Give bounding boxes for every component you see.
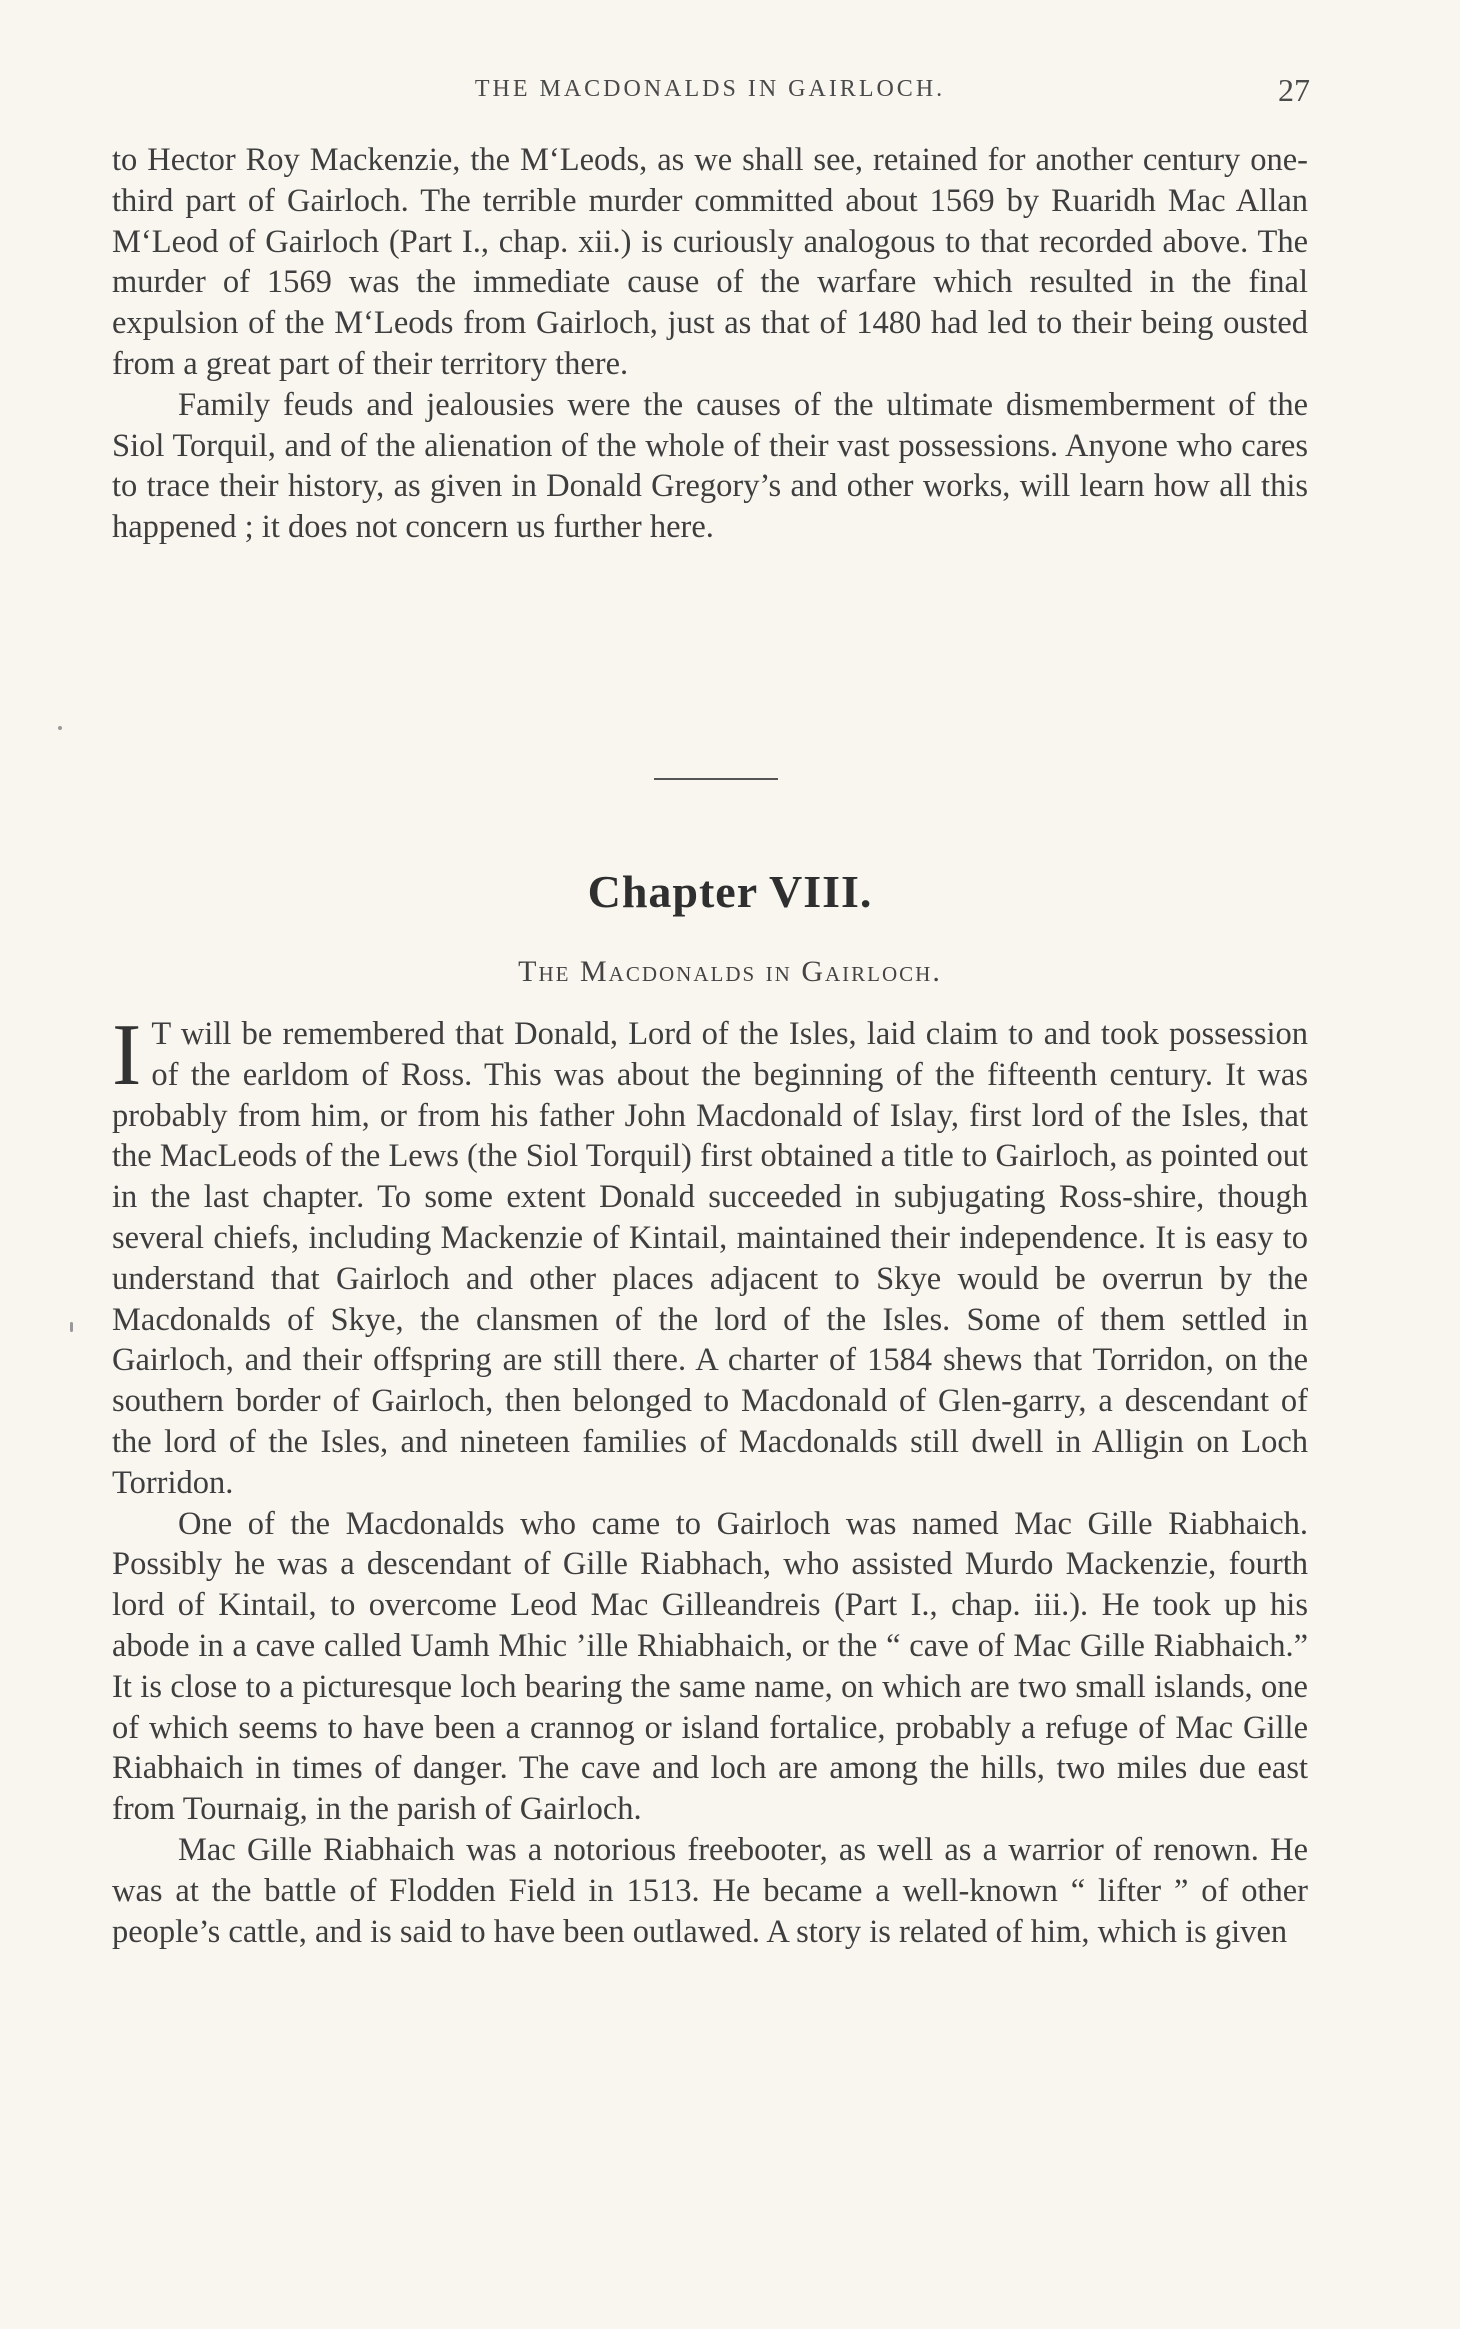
paper-speck — [58, 726, 62, 730]
paragraph: Mac Gille Riabhaich was a notorious freebooter, as well as a warrior of renown. He was at the battle of Flodden Field in 1513. He became a well-known “ lifter ” of other people’s cattle, and is said to have been outlawed. A story is related of him, which is given — [112, 1831, 1308, 1950]
running-head — [110, 72, 1310, 112]
section-divider — [654, 778, 778, 780]
chapter-body — [112, 1007, 1308, 1952]
chapter-subtitle: The Macdonalds in Gairloch. — [518, 955, 942, 988]
running-title: THE MACDONALDS IN GAIRLOCH. — [474, 76, 946, 102]
paper-speck — [70, 1322, 73, 1332]
paragraph: to Hector Roy Mackenzie, the M‘Leods, as we shall see, retained for another century one-third part of Gairloch. The terrible murder committed about 1569 by Ruaridh Mac Allan M‘Leod of Gairloch (Part I., chap. xii.) is curiously analogous to that recorded above. The murder of 1569 was the immediate cause of the warfare which resulted in the final expulsion of the M‘Leods from Gairloch, just as that of 1480 had led to their being ousted from a great part of their territory there. — [112, 142, 1308, 382]
paragraph — [112, 1007, 1308, 1504]
paragraph: Family feuds and jealousies were the causes of the ultimate dismemberment of the Siol Torquil, and of the alienation of the whole of their vast possessions. Anyone who cares to trace their history, as given in Donald Gregory’s and other works, will learn how all this happened ; it does not concern us further here. — [112, 386, 1308, 546]
top-text-section — [112, 140, 1308, 548]
paragraph: One of the Macdonalds who came to Gairloch was named Mac Gille Riabhaich. Possibly he was a descendant of Gille Riabhach, who assisted Murdo Mackenzie, fourth lord of Kintail, to overcome Leod Mac Gilleandreis (Part I., chap. iii.). He took up his abode in a cave called Uamh Mhic ’ille Rhiabhaich, or the “ cave of Mac Gille Riabhaich.” It is close to a picturesque loch bearing the same name, on which are two small islands, one of which seems to have been a crannog or island fortalice, probably a refuge of Mac Gille Riabhaich in times of danger. The cave and loch are among the hills, two miles due east from Tournaig, in the parish of Gairloch. — [112, 1505, 1308, 1828]
drop-cap: I — [112, 1007, 142, 1104]
page-number: 27 — [1278, 72, 1310, 108]
chapter-heading: Chapter VIII. — [587, 866, 873, 917]
paragraph-text: T will be remembered that Donald, Lord of the Isles, laid claim to and took possession of the earldom of Ross. This was about the beginning of the fifteenth century. It was probably from him, or from his father John Macdonald of Islay, first lord of the Isles, that the MacLeods of the Lews (the Siol Torquil) first obtained a title to Gairloch, as pointed out in the last chapter. To some extent Donald succeeded in subjugating Ross-shire, though several chiefs, including Mackenzie of Kintail, maintained their independence. It is easy to understand that Gairloch and other places adjacent to Skye would be overrun by the Macdonalds of Skye, the clansmen of the lord of the Isles. Some of them settled in Gairloch, and their offspring are still there. A charter of 1584 shews that Torridon, on the southern border of Gairloch, then belonged to Macdonald of Glen-garry, a descendant of the lord of the Isles, and nineteen families of Macdonalds still dwell in Alligin on Loch Torridon. — [112, 1016, 1308, 1501]
